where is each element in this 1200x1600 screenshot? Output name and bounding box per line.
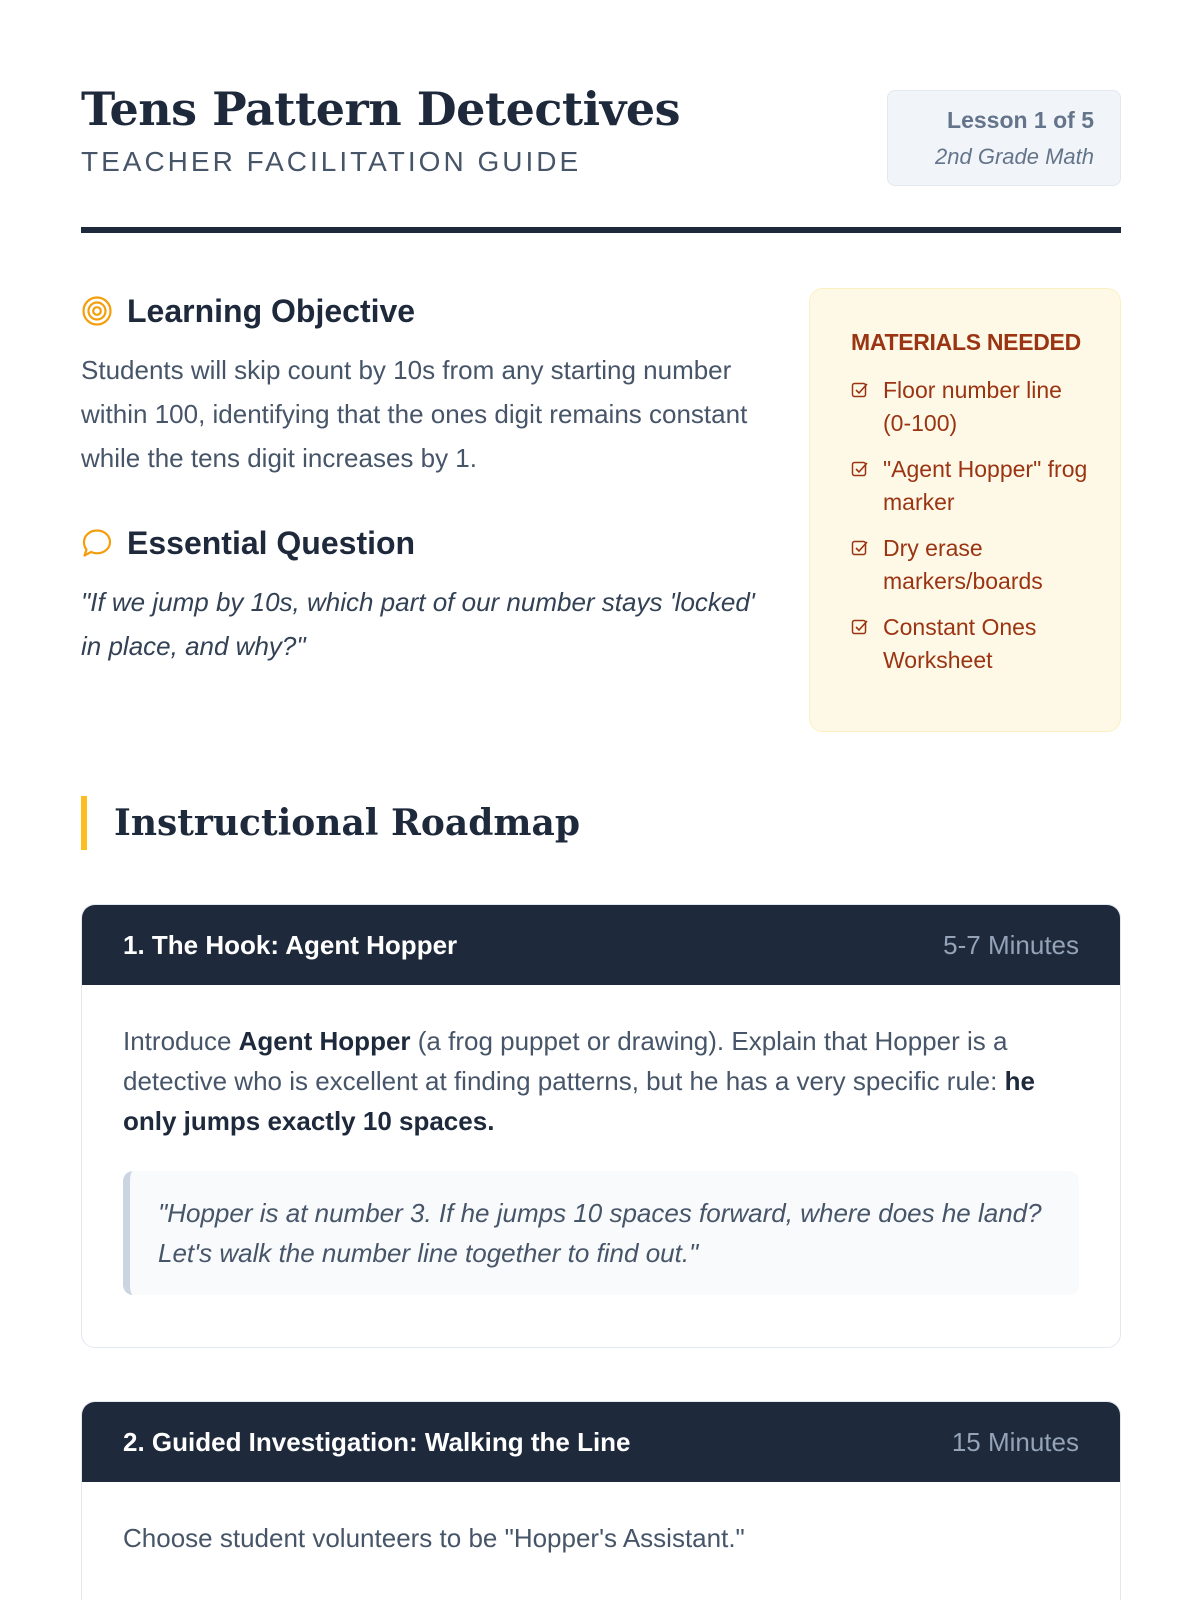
material-label: Dry erase markers/boards [883, 535, 1043, 594]
objectives-section [81, 288, 761, 668]
page-subtitle: TEACHER FACILITATION GUIDE [81, 146, 582, 177]
lesson-badge [887, 90, 1121, 186]
roadmap-accent-bar [81, 796, 87, 850]
step-duration: 5-7 Minutes [943, 929, 1079, 960]
roadmap-heading [81, 796, 580, 850]
materials-card [809, 288, 1121, 732]
list-item [851, 453, 1088, 519]
step-text: Introduce [123, 1026, 239, 1056]
header-divider [81, 227, 1121, 233]
materials-list [851, 374, 1088, 677]
step-header [82, 1402, 1120, 1482]
essential-question-title: Essential Question [127, 524, 416, 561]
step-text: (a frog puppet or drawing). Explain that Hopper is a detective who is excellent at finding patterns, but he has a very specific rule: [123, 1026, 1008, 1096]
essential-question-text: "If we jump by 10s, which part of our number stays 'locked' in place, and why?" [81, 587, 755, 661]
list-item [851, 374, 1088, 440]
step-description [123, 1021, 1079, 1141]
guide-header [81, 0, 1121, 232]
roadmap-step-guided-investigation [81, 1401, 1121, 1600]
lesson-guide-page [81, 0, 1121, 1553]
target-icon [81, 295, 113, 327]
material-label: Constant Ones Worksheet [883, 614, 1037, 673]
step-title: 2. Guided Investigation: Walking the Line [123, 1426, 631, 1457]
learning-objective-text: Students will skip count by 10s from any starting number within 100, identifying that the ones digit remains constant while the tens digit increases by 1. [81, 355, 748, 473]
step-emphasis: Agent Hopper [238, 1026, 411, 1056]
step-title: 1. The Hook: Agent Hopper [123, 929, 458, 960]
roadmap-title: Instructional Roadmap [114, 802, 581, 844]
material-label: Floor number line (0-100) [883, 377, 1062, 436]
step-emphasis: he only jumps exactly 10 spaces. [123, 1066, 1035, 1136]
step-header [82, 905, 1120, 985]
checkbox-icon [851, 460, 869, 478]
page-title: Tens Pattern Detectives [81, 82, 680, 136]
step-body [82, 1482, 1120, 1558]
materials-heading: MATERIALS NEEDED [851, 329, 1081, 355]
roadmap-step-hook [81, 904, 1121, 1348]
learning-objective-heading [81, 288, 761, 334]
speech-bubble-icon [81, 527, 113, 559]
checkbox-icon [851, 381, 869, 399]
step-body [82, 985, 1120, 1295]
checkbox-icon [851, 539, 869, 557]
grade-level: 2nd Grade Math [935, 144, 1094, 169]
step-duration: 15 Minutes [951, 1426, 1079, 1457]
list-item [851, 611, 1088, 677]
teacher-script-quote: "Hopper is at number 3. If he jumps 10 spaces forward, where does he land? Let's walk the number line together to find out." [123, 1171, 1079, 1295]
lesson-number: Lesson 1 of 5 [947, 107, 1094, 133]
step-description: Choose student volunteers to be "Hopper's Assistant." [123, 1523, 745, 1553]
list-item [851, 532, 1088, 598]
essential-question-heading [81, 520, 761, 566]
checkbox-icon [851, 618, 869, 636]
material-label: "Agent Hopper" frog marker [883, 456, 1088, 515]
learning-objective-title: Learning Objective [127, 292, 416, 329]
